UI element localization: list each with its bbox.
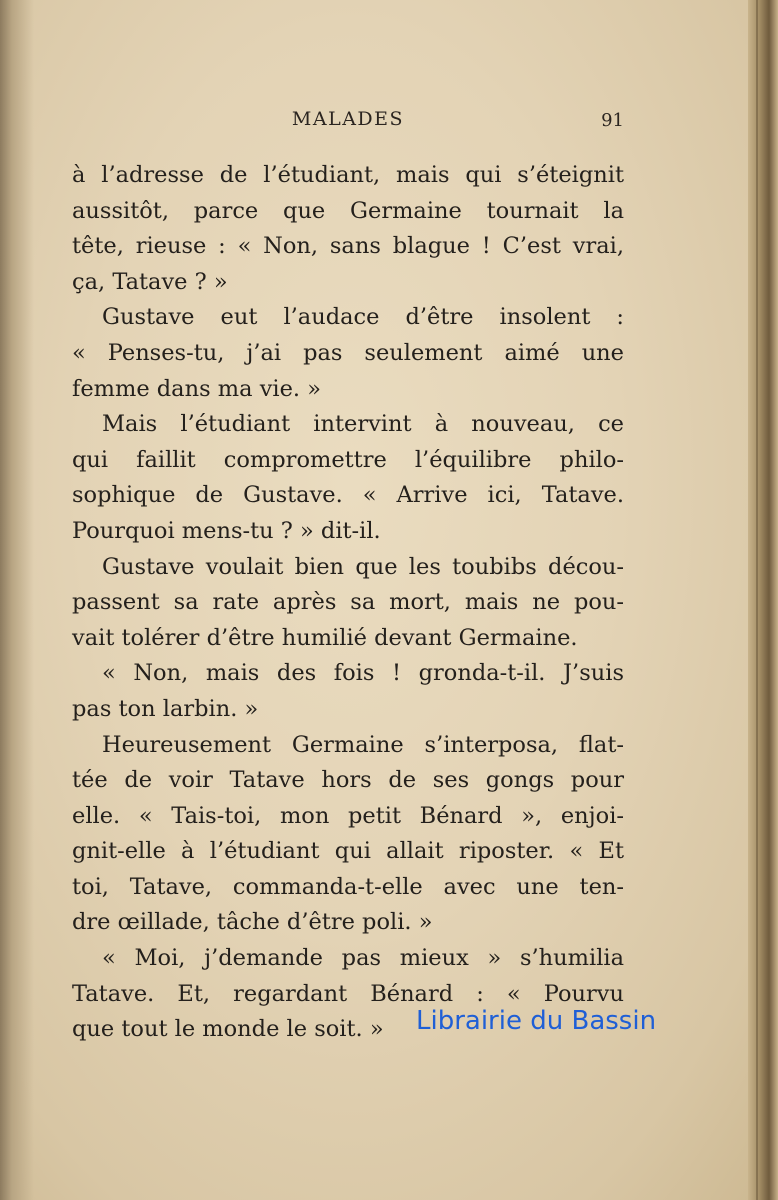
page-number: 91 [601, 110, 624, 131]
watermark: Librairie du Bassin [416, 1006, 657, 1036]
page-edges [748, 0, 778, 1200]
text-line: à l’adresse de l’étudiant, mais qui s’éteignit [72, 162, 624, 188]
text-line: Gustave eut l’audace d’être insolent : [102, 304, 624, 331]
text-line: femme dans ma vie. » [72, 375, 321, 402]
text-line: sophique de Gustave. « Arrive ici, Tatave. [72, 482, 624, 509]
text-line: vait tolérer d’être humilié devant Germaine. [72, 624, 578, 651]
text-line: qui faillit compromettre l’équilibre philo- [72, 446, 624, 473]
text-line: Heureusement Germaine s’interposa, flat- [102, 731, 624, 758]
text-line: « Non, mais des fois ! gronda-t-il. J’suis [102, 660, 624, 687]
text-line: aussitôt, parce que Germaine tournait la [72, 197, 624, 224]
text-line: tée de voir Tatave hors de ses gongs pour [72, 767, 624, 794]
text-line: « Penses-tu, j’ai pas seulement aimé une [72, 339, 624, 366]
text-line: elle. « Tais-toi, mon petit Bénard », enjoi- [72, 802, 624, 829]
text-line: tête, rieuse : « Non, sans blague ! C’est vrai, [72, 233, 624, 260]
body-text [72, 158, 624, 1048]
text-line: Gustave voulait bien que les toubibs décou- [102, 553, 624, 580]
text-line: dre œillade, tâche d’être poli. » [72, 909, 433, 936]
text-line: ça, Tatave ? » [72, 268, 228, 295]
text-line: pas ton larbin. » [72, 695, 259, 722]
binding-shadow [0, 0, 34, 1200]
running-head [72, 108, 624, 138]
text-line: passent sa rate après sa mort, mais ne pou- [72, 589, 624, 616]
text-line: toi, Tatave, commanda-t-elle avec une ten- [72, 873, 624, 900]
text-line: que tout le monde le soit. » [72, 1016, 384, 1043]
text-line: « Moi, j’demande pas mieux » s’humilia [102, 945, 624, 972]
text-line: Pourquoi mens-tu ? » dit-il. [72, 517, 381, 544]
text-line: Tatave. Et, regardant Bénard : « Pourvu [72, 980, 624, 1007]
text-line: Mais l’étudiant intervint à nouveau, ce [102, 411, 624, 438]
running-title: MALADES [291, 108, 405, 130]
text-line: gnit-elle à l’étudiant qui allait riposter. « Et [72, 838, 624, 865]
